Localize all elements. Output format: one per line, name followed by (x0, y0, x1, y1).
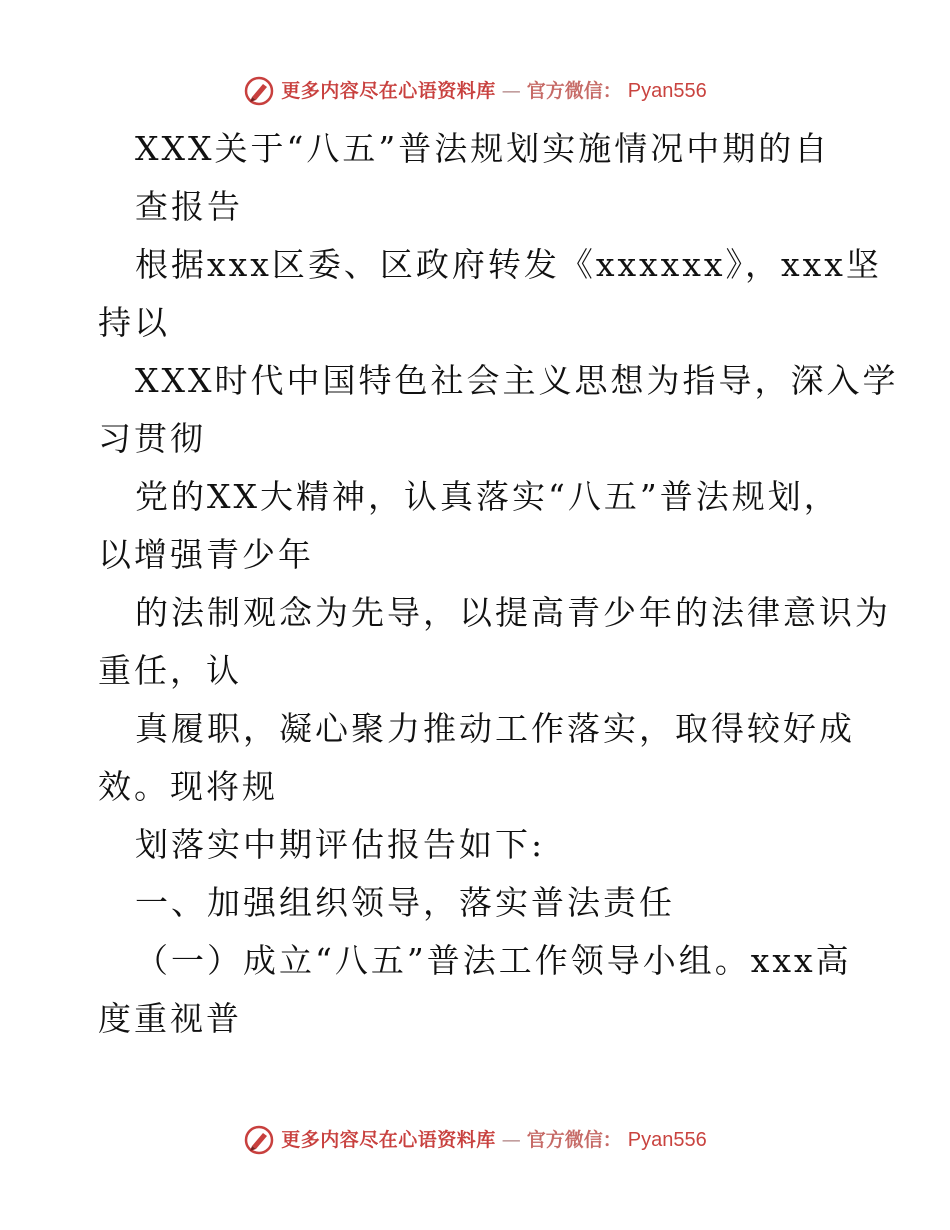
text-line: 划落实中期评估报告如下: (135, 825, 546, 864)
watermark-main-text: 更多内容尽在心语资料库 (281, 80, 496, 102)
header-watermark (0, 75, 950, 107)
watermark-main-text: 更多内容尽在心语资料库 (281, 1129, 496, 1151)
pen-logo-icon (243, 75, 275, 107)
text-line: 根据xxx区委、区政府转发《xxxxxx》，xxx坚 (135, 245, 882, 284)
title-line-2: 查报告 (135, 187, 243, 226)
text-line: 度重视普 (98, 999, 242, 1038)
watermark-wechat-id: Pyan556 (627, 80, 707, 102)
text-line: 的法制观念为先导，以提高青少年的法律意识为 (135, 593, 891, 632)
text-line: 重任，认 (98, 651, 242, 690)
text-line: 以增强青少年 (98, 535, 314, 574)
section-heading: 一、加强组织领导，落实普法责任 (135, 883, 675, 922)
watermark-dash: — (501, 1129, 521, 1151)
text-line: 持以 (98, 303, 170, 342)
watermark-wechat-id: Pyan556 (627, 1129, 707, 1151)
text-line: 习贯彻 (98, 419, 206, 458)
watermark-official-label: 官方微信： (526, 1129, 622, 1151)
title-line-1: XXX关于“八五”普法规划实施情况中期的自 (135, 129, 831, 168)
text-line: 真履职，凝心聚力推动工作落实，取得较好成 (135, 709, 855, 748)
watermark-dash: — (501, 80, 521, 102)
text-line: 效。现将规 (98, 767, 278, 806)
watermark-official-label: 官方微信： (526, 80, 622, 102)
footer-watermark (0, 1124, 950, 1156)
text-line: XXX时代中国特色社会主义思想为指导，深入学 (135, 361, 899, 400)
pen-logo-icon (243, 1124, 275, 1156)
text-line: 党的XX大精神，认真落实“八五”普法规划， (135, 477, 840, 516)
subsection-heading: （一）成立“八五”普法工作领导小组。xxx高 (135, 941, 852, 980)
